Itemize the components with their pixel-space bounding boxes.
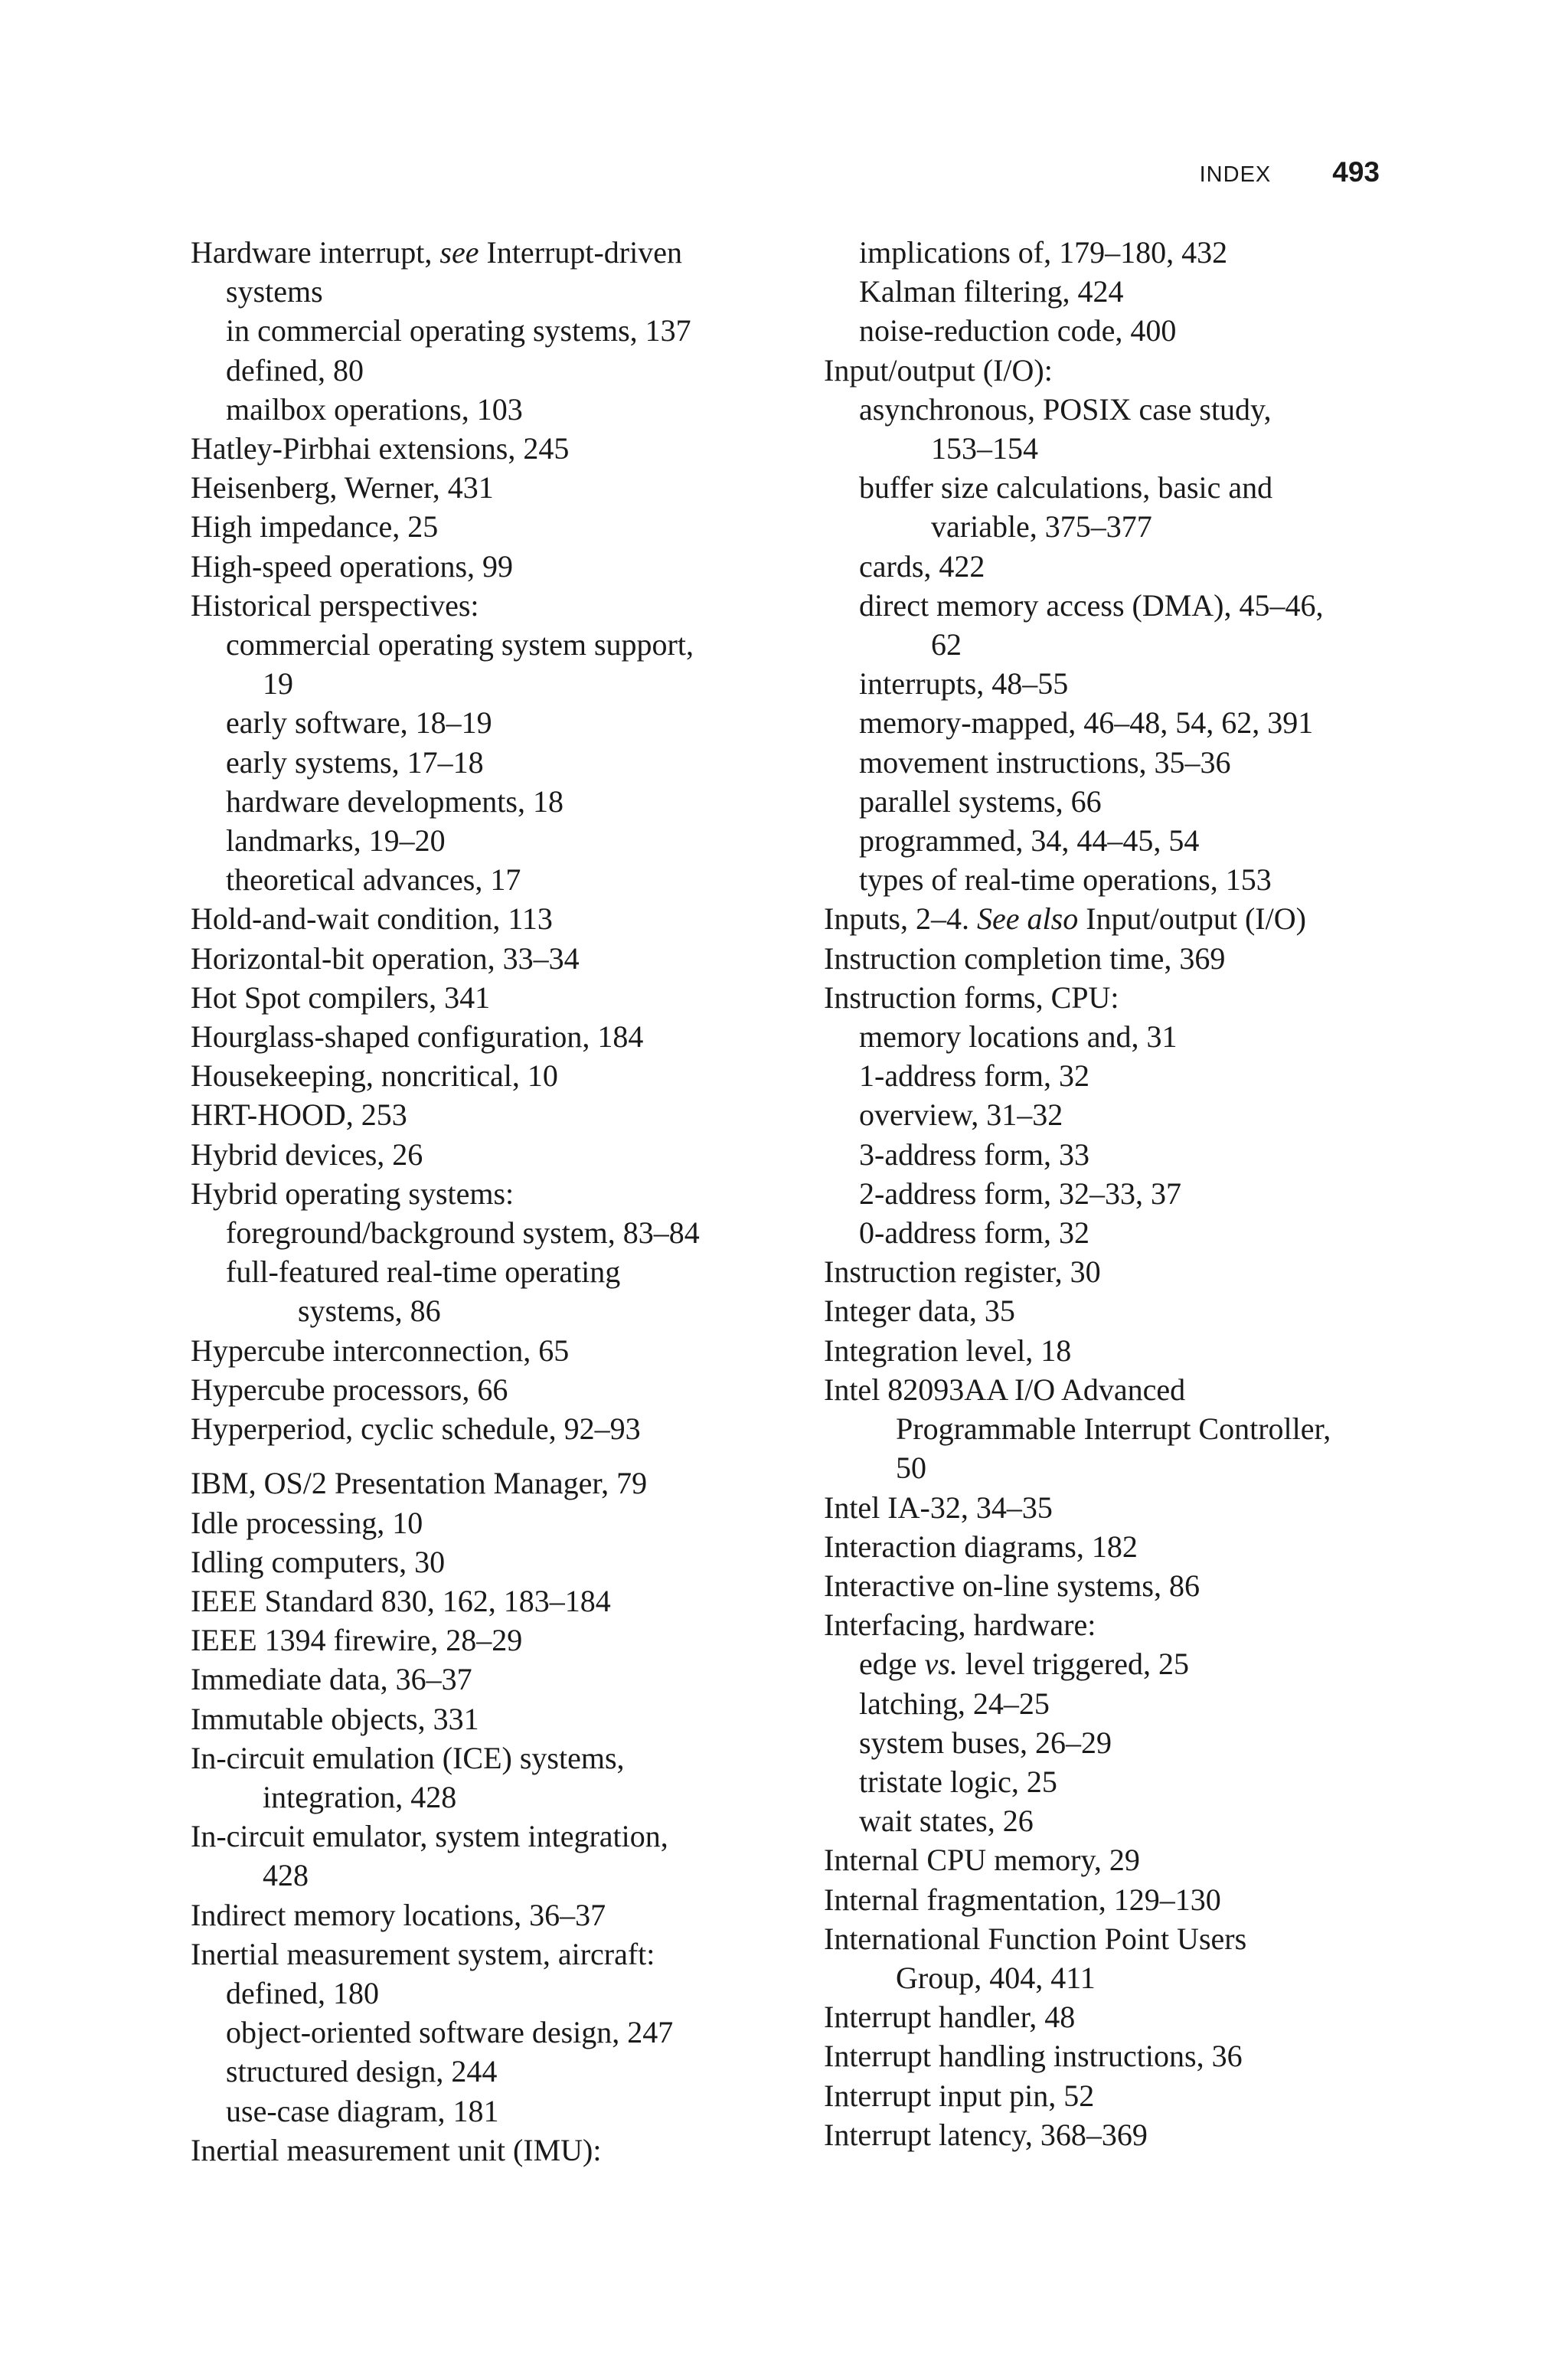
index-subentry (824, 1174, 1406, 1213)
entry-text: landmarks, 19–20 (226, 823, 446, 859)
entry-text: integration, 428 (263, 1779, 457, 1814)
entry-text: In-circuit emulator, system integration, (191, 1819, 668, 1854)
index-entry (191, 233, 773, 272)
index-subentry (191, 1856, 773, 1895)
entry-text: Group, 404, 411 (896, 1960, 1096, 1995)
entry-text: Hypercube interconnection, 65 (191, 1333, 570, 1368)
index-subentry (824, 782, 1406, 821)
index-entry (191, 1174, 773, 1213)
index-subentry (824, 547, 1406, 586)
index-entry (191, 468, 773, 507)
index-entry (191, 939, 773, 978)
entry-text: Hardware interrupt, (191, 235, 440, 270)
entry-text: noise-reduction code, 400 (859, 313, 1177, 348)
entry-text: Interfacing, hardware: (824, 1608, 1096, 1643)
index-entry (191, 429, 773, 468)
index-entry (824, 1840, 1406, 1879)
index-entry (824, 1488, 1406, 1527)
entry-text: direct memory access (DMA), 45–46, (859, 587, 1324, 623)
entry-text: structured design, 244 (226, 2054, 498, 2089)
entry-text: 153–154 (931, 431, 1038, 466)
index-subentry (824, 1684, 1406, 1723)
entry-text: Integer data, 35 (824, 1294, 1015, 1329)
index-entry (191, 1017, 773, 1056)
entry-text: edge (859, 1647, 925, 1682)
index-subentry (824, 1213, 1406, 1252)
index-subentry (191, 625, 773, 664)
index-entry (191, 1581, 773, 1621)
entry-text: Internal CPU memory, 29 (824, 1843, 1140, 1878)
entry-text: 428 (263, 1858, 309, 1893)
index-subentry (824, 507, 1406, 546)
index-subentry (824, 821, 1406, 860)
index-entry (824, 1880, 1406, 1919)
index-column-right (824, 233, 1406, 2154)
index-subentry (824, 1135, 1406, 1174)
entry-text: Instruction forms, CPU: (824, 980, 1119, 1015)
index-subentry (191, 1974, 773, 2013)
entry-text: Interrupt latency, 368–369 (824, 2117, 1148, 2152)
index-entry (191, 1464, 773, 1503)
index-column-left (191, 233, 773, 2170)
index-subentry (191, 1213, 773, 1252)
index-entry (191, 1895, 773, 1935)
entry-text: High impedance, 25 (191, 509, 439, 545)
cross-reference-term: vs. (924, 1647, 958, 1682)
entry-text: Hourglass-shaped configuration, 184 (191, 1019, 644, 1055)
entry-text: foreground/background system, 83–84 (226, 1215, 700, 1251)
index-entry (824, 2036, 1406, 2075)
entry-text: Inertial measurement system, aircraft: (191, 1936, 655, 1971)
entry-text: International Function Point Users (824, 1921, 1247, 1956)
entry-text: early software, 18–19 (226, 705, 492, 741)
index-entry (191, 2131, 773, 2170)
entry-text: in commercial operating systems, 137 (226, 313, 691, 348)
entry-text: IEEE Standard 830, 162, 183–184 (191, 1583, 611, 1618)
index-subentry (824, 1801, 1406, 1840)
entry-text: 19 (263, 666, 293, 702)
entry-text: Housekeeping, noncritical, 10 (191, 1058, 558, 1094)
letter-group-gap (191, 1448, 773, 1464)
entry-text: Interactive on-line systems, 86 (824, 1568, 1200, 1603)
entry-text: systems, 86 (298, 1294, 441, 1329)
entry-text: level triggered, 25 (957, 1647, 1189, 1682)
index-subentry (191, 390, 773, 429)
index-entry (824, 1566, 1406, 1605)
entry-text: memory locations and, 31 (859, 1019, 1178, 1055)
entry-text: Inputs, 2–4. (824, 901, 977, 937)
index-subentry (191, 821, 773, 860)
index-entry (191, 1621, 773, 1660)
index-entry (824, 1331, 1406, 1370)
entry-text: hardware developments, 18 (226, 783, 564, 819)
entry-text: HRT-HOOD, 253 (191, 1097, 407, 1133)
entry-text: In-circuit emulation (ICE) systems, (191, 1740, 625, 1775)
entry-text: 62 (931, 627, 962, 662)
entry-text: asynchronous, POSIX case study, (859, 391, 1272, 427)
index-subentry (824, 1762, 1406, 1801)
entry-text: implications of, 179–180, 432 (859, 235, 1228, 270)
page-number: 493 (1332, 156, 1380, 188)
index-entry (191, 1056, 773, 1095)
entry-text: Intel IA-32, 34–35 (824, 1490, 1053, 1525)
index-subentry (824, 233, 1406, 272)
index-subentry (191, 743, 773, 782)
index-subentry (824, 743, 1406, 782)
entry-text: Historical perspectives: (191, 587, 479, 623)
entry-text: Hypercube processors, 66 (191, 1372, 508, 1407)
entry-text: interrupts, 48–55 (859, 666, 1069, 702)
entry-text: mailbox operations, 103 (226, 391, 523, 427)
entry-text: Inertial measurement unit (IMU): (191, 2132, 602, 2167)
index-entry (191, 1370, 773, 1409)
index-entry (824, 351, 1406, 390)
index-subentry (191, 1778, 773, 1817)
index-subentry (191, 272, 773, 311)
index-entry (824, 1291, 1406, 1330)
index-entry (191, 1660, 773, 1699)
entry-text: Programmable Interrupt Controller, (896, 1411, 1331, 1447)
entry-text: 3-address form, 33 (859, 1137, 1090, 1172)
index-subentry (824, 1448, 1406, 1487)
entry-text: Idle processing, 10 (191, 1505, 423, 1540)
entry-text: system buses, 26–29 (859, 1725, 1112, 1760)
index-entry (824, 2115, 1406, 2154)
index-entry (824, 939, 1406, 978)
entry-text: Immutable objects, 331 (191, 1701, 479, 1736)
index-subentry (191, 703, 773, 742)
index-entry (191, 1135, 773, 1174)
index-subentry (824, 664, 1406, 703)
entry-text: 0-address form, 32 (859, 1215, 1090, 1251)
entry-text: Input/output (I/O) (1078, 901, 1306, 937)
index-entry (191, 547, 773, 586)
index-subentry (191, 351, 773, 390)
index-entry (191, 1817, 773, 1856)
index-subentry (191, 2052, 773, 2091)
index-entry (191, 1503, 773, 1542)
index-subentry (191, 1252, 773, 1291)
entry-text: Hatley-Pirbhai extensions, 245 (191, 431, 570, 466)
entry-text: Kalman filtering, 424 (859, 274, 1124, 309)
entry-text: Idling computers, 30 (191, 1544, 446, 1579)
index-entry (191, 1095, 773, 1134)
entry-text: tristate logic, 25 (859, 1764, 1057, 1799)
index-subentry (824, 1644, 1406, 1683)
entry-text: theoretical advances, 17 (226, 862, 521, 898)
entry-text: Hyperperiod, cyclic schedule, 92–93 (191, 1411, 641, 1447)
index-subentry (824, 272, 1406, 311)
running-head (1200, 156, 1380, 188)
entry-text: overview, 31–32 (859, 1097, 1063, 1133)
index-subentry (824, 468, 1406, 507)
index-subentry (824, 586, 1406, 625)
entry-text: Instruction register, 30 (824, 1254, 1101, 1290)
entry-text: Internal fragmentation, 129–130 (824, 1882, 1221, 1917)
entry-text: systems (226, 274, 323, 309)
index-subentry (824, 1409, 1406, 1448)
entry-text: Interaction diagrams, 182 (824, 1529, 1138, 1564)
entry-text: Interrupt handler, 48 (824, 2000, 1076, 2035)
index-subentry (824, 390, 1406, 429)
index-entry (191, 586, 773, 625)
index-subentry (191, 1291, 773, 1330)
entry-text: Hybrid operating systems: (191, 1176, 514, 1211)
index-entry (191, 899, 773, 938)
entry-text: Immediate data, 36–37 (191, 1662, 472, 1697)
entry-text: early systems, 17–18 (226, 744, 484, 780)
entry-text: Instruction completion time, 369 (824, 940, 1226, 976)
entry-text: movement instructions, 35–36 (859, 744, 1231, 780)
entry-text: Heisenberg, Werner, 431 (191, 470, 494, 505)
running-head-label: INDEX (1199, 162, 1272, 187)
entry-text: use-case diagram, 181 (226, 2093, 499, 2128)
index-subentry (191, 860, 773, 899)
entry-text: Interrupt handling instructions, 36 (824, 2039, 1243, 2074)
index-subentry (824, 625, 1406, 664)
entry-text: commercial operating system support, (226, 627, 694, 662)
entry-text: types of real-time operations, 153 (859, 862, 1272, 898)
entry-text: defined, 180 (226, 1975, 379, 2010)
entry-text: Interrupt input pin, 52 (824, 2078, 1095, 2113)
entry-text: 1-address form, 32 (859, 1058, 1090, 1094)
index-subentry (824, 1017, 1406, 1056)
index-entry (191, 1409, 773, 1448)
cross-reference-term: See also (977, 901, 1079, 937)
index-subentry (191, 782, 773, 821)
entry-text: cards, 422 (859, 548, 985, 584)
index-entry (824, 978, 1406, 1017)
index-subentry (824, 1723, 1406, 1762)
index-subentry (824, 703, 1406, 742)
entry-text: IEEE 1394 firewire, 28–29 (191, 1623, 523, 1658)
index-entry (191, 1935, 773, 1974)
index-entry (824, 1997, 1406, 2036)
entry-text: High-speed operations, 99 (191, 548, 514, 584)
index-subentry (191, 2092, 773, 2131)
entry-text: latching, 24–25 (859, 1686, 1050, 1721)
index-entry (191, 1699, 773, 1738)
index-entry (191, 1542, 773, 1581)
index-entry (824, 1527, 1406, 1566)
index-subentry (824, 1056, 1406, 1095)
entry-text: parallel systems, 66 (859, 783, 1102, 819)
entry-text: Integration level, 18 (824, 1333, 1072, 1368)
entry-text: Hybrid devices, 26 (191, 1137, 423, 1172)
index-subentry (191, 2013, 773, 2052)
index-subentry (191, 311, 773, 350)
entry-text: 50 (896, 1451, 926, 1486)
entry-text: Hold-and-wait condition, 113 (191, 901, 553, 937)
entry-text: Hot Spot compilers, 341 (191, 980, 491, 1015)
entry-text: memory-mapped, 46–48, 54, 62, 391 (859, 705, 1314, 741)
cross-reference-term: see (439, 235, 479, 270)
index-entry (191, 1331, 773, 1370)
index-entry (824, 1605, 1406, 1644)
index-subentry (824, 1095, 1406, 1134)
index-entry (191, 507, 773, 546)
index-subentry (824, 860, 1406, 899)
entry-text: IBM, OS/2 Presentation Manager, 79 (191, 1466, 648, 1501)
index-subentry (824, 429, 1406, 468)
index-subentry (191, 664, 773, 703)
index-entry (824, 1252, 1406, 1291)
index-entry (191, 1738, 773, 1778)
index-subentry (824, 1958, 1406, 1997)
entry-text: full-featured real-time operating (226, 1254, 621, 1290)
entry-text: object-oriented software design, 247 (226, 2015, 674, 2050)
index-entry (824, 1919, 1406, 1958)
entry-text: buffer size calculations, basic and (859, 470, 1273, 505)
entry-text: wait states, 26 (859, 1804, 1034, 1839)
entry-text: defined, 80 (226, 352, 364, 388)
entry-text: Intel 82093AA I/O Advanced (824, 1372, 1186, 1407)
entry-text: Indirect memory locations, 36–37 (191, 1897, 606, 1932)
entry-text: 2-address form, 32–33, 37 (859, 1176, 1182, 1211)
index-entry (824, 2076, 1406, 2115)
entry-text: Input/output (I/O): (824, 352, 1053, 388)
entry-text: variable, 375–377 (931, 509, 1152, 545)
index-entry (191, 978, 773, 1017)
entry-text: Interrupt-driven (479, 235, 682, 270)
index-entry (824, 1370, 1406, 1409)
index-entry (824, 899, 1406, 938)
entry-text: Horizontal-bit operation, 33–34 (191, 940, 580, 976)
entry-text: programmed, 34, 44–45, 54 (859, 823, 1200, 859)
index-subentry (824, 311, 1406, 350)
